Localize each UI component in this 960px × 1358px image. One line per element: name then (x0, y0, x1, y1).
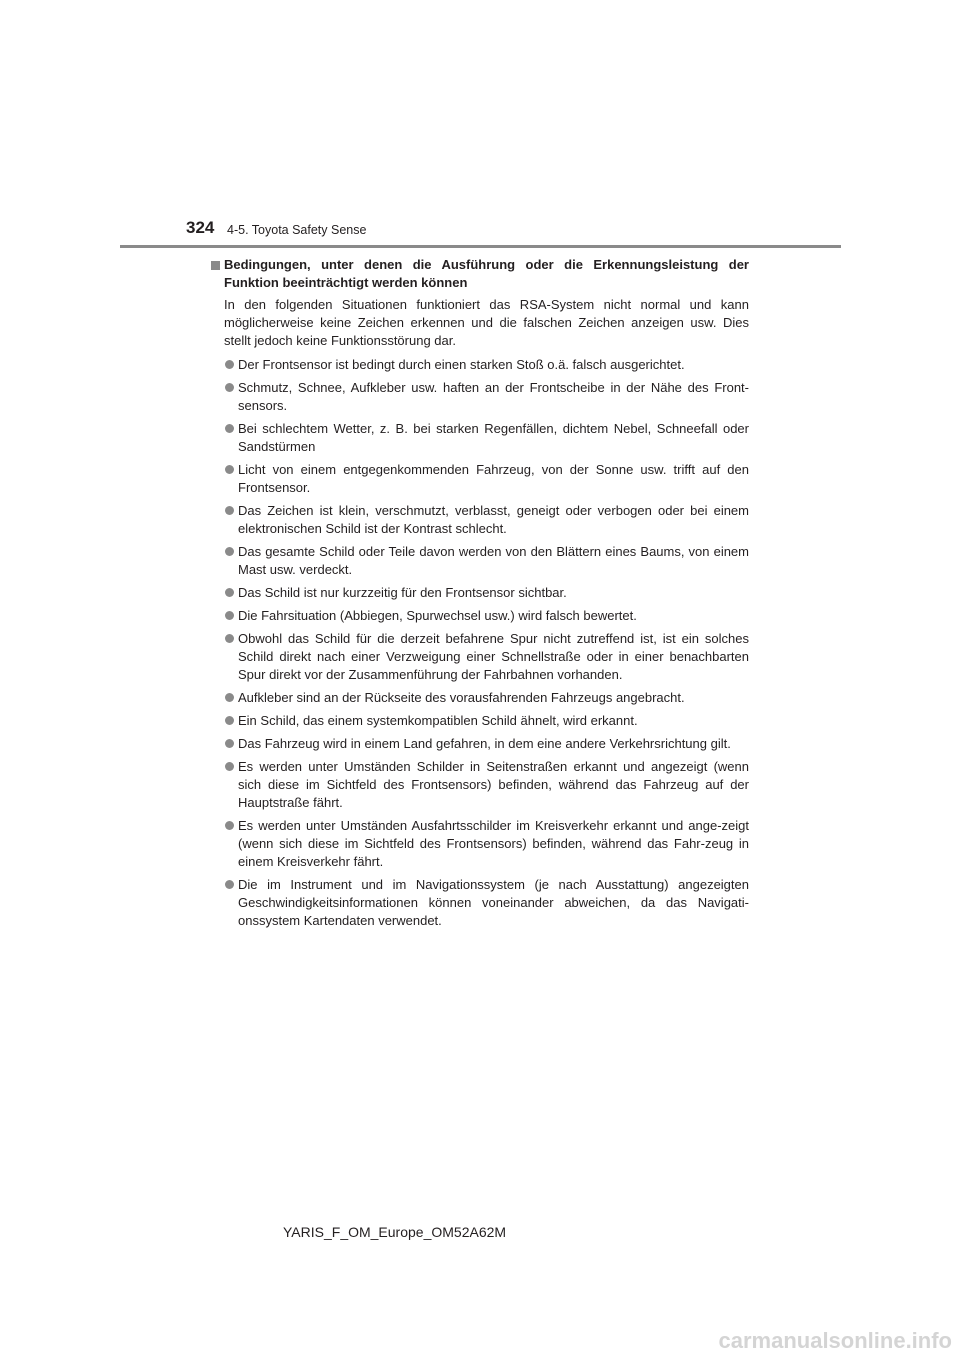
list-item-text: Das Zeichen ist klein, verschmutzt, verblasst, geneigt oder verbogen oder bei einem elektronischen Schild ist der Kontrast schlecht. (238, 503, 749, 536)
list-item-text: Bei schlechtem Wetter, z. B. bei starken Regenfällen, dichtem Nebel, Schneefall oder Sandstürmen (238, 421, 749, 454)
list-item-text: Licht von einem entgegenkommenden Fahrzeug, von der Sonne usw. trifft auf den Frontsensor. (238, 462, 749, 495)
list-item-text: Das Schild ist nur kurzzeitig für den Frontsensor sichtbar. (238, 585, 567, 600)
list-item (211, 379, 749, 415)
page-number: 324 (186, 218, 215, 237)
list-item (211, 356, 749, 374)
intro-paragraph: In den folgenden Situationen funktioniert das RSA-System nicht normal und kann möglicherweise keine Zeichen erkennen und die falschen Zeichen anzeigen usw. Dies stellt jedoch keine Funktionsstörung dar. (224, 297, 749, 348)
list-item (211, 461, 749, 497)
list-item-text: Die Fahrsituation (Abbiegen, Spurwechsel usw.) wird falsch bewertet. (238, 608, 637, 623)
list-item (211, 758, 749, 812)
section-title: 4-5. Toyota Safety Sense (227, 223, 367, 237)
list-item-text: Das gesamte Schild oder Teile davon werden von den Blättern eines Baums, von einem Mast usw. verdeckt. (238, 544, 749, 577)
circle-bullet-icon (225, 880, 234, 889)
list-item-text: Aufkleber sind an der Rückseite des vorausfahrenden Fahrzeugs angebracht. (238, 690, 685, 705)
circle-bullet-icon (225, 739, 234, 748)
circle-bullet-icon (225, 383, 234, 392)
square-bullet-icon (211, 261, 220, 270)
list-item (211, 630, 749, 684)
list-item-text: Die im Instrument und im Navigationssystem (je nach Ausstattung) angezeigten Geschwindigkeitsinformationen können voneinander abweichen, da das Navigati-onssystem Kartendaten verwendet. (238, 877, 749, 928)
list-item (211, 817, 749, 871)
circle-bullet-icon (225, 424, 234, 433)
section-heading (211, 256, 749, 292)
circle-bullet-icon (225, 634, 234, 643)
list-item (211, 420, 749, 456)
list-item (211, 584, 749, 602)
list-item-text: Der Frontsensor ist bedingt durch einen starken Stoß o.ä. falsch ausgerichtet. (238, 357, 685, 372)
list-item (211, 876, 749, 930)
list-item-text: Ein Schild, das einem systemkompatiblen Schild ähnelt, wird erkannt. (238, 713, 638, 728)
list-item (211, 502, 749, 538)
list-item-text: Es werden unter Umständen Schilder in Seitenstraßen erkannt und angezeigt (wenn sich diese im Sichtfeld des Frontsensors) befinden, während das Fahrzeug auf der Hauptstraße fährt. (238, 759, 749, 810)
circle-bullet-icon (225, 611, 234, 620)
list-item (211, 607, 749, 625)
circle-bullet-icon (225, 360, 234, 369)
list-item (211, 543, 749, 579)
circle-bullet-icon (225, 506, 234, 515)
circle-bullet-icon (225, 762, 234, 771)
list-item-text: Das Fahrzeug wird in einem Land gefahren, in dem eine andere Verkehrsrichtung gilt. (238, 736, 731, 751)
content-body (211, 256, 749, 935)
section-heading-text: Bedingungen, unter denen die Ausführung oder die Erkennungsleistung der Funktion beeinträchtigt werden können (224, 257, 749, 290)
list-item (211, 712, 749, 730)
circle-bullet-icon (225, 821, 234, 830)
list-item-text: Schmutz, Schnee, Aufkleber usw. haften an der Frontscheibe in der Nähe des Front-sensors. (238, 380, 749, 413)
list-item (211, 735, 749, 753)
list-item-text: Obwohl das Schild für die derzeit befahrene Spur nicht zutreffend ist, ist ein solches Schild direkt nach einer Verzweigung einer Schnellstraße oder in einer benachbarten Spur direkt vor der Zusammenführung der Fahrbahnen vorhanden. (238, 631, 749, 682)
condition-list (211, 356, 749, 930)
circle-bullet-icon (225, 716, 234, 725)
circle-bullet-icon (225, 465, 234, 474)
list-item-text: Es werden unter Umständen Ausfahrtsschilder im Kreisverkehr erkannt und ange-zeigt (wenn sich diese im Sichtfeld des Frontsensors) befinden, während das Fahr-zeug in einem Kreisverkehr fährt. (238, 818, 749, 869)
document-code: YARIS_F_OM_Europe_OM52A62M (283, 1224, 507, 1240)
header-divider (120, 245, 841, 248)
list-item (211, 689, 749, 707)
watermark: carmanualsonline.info (718, 1328, 952, 1353)
circle-bullet-icon (225, 588, 234, 597)
circle-bullet-icon (225, 693, 234, 702)
circle-bullet-icon (225, 547, 234, 556)
